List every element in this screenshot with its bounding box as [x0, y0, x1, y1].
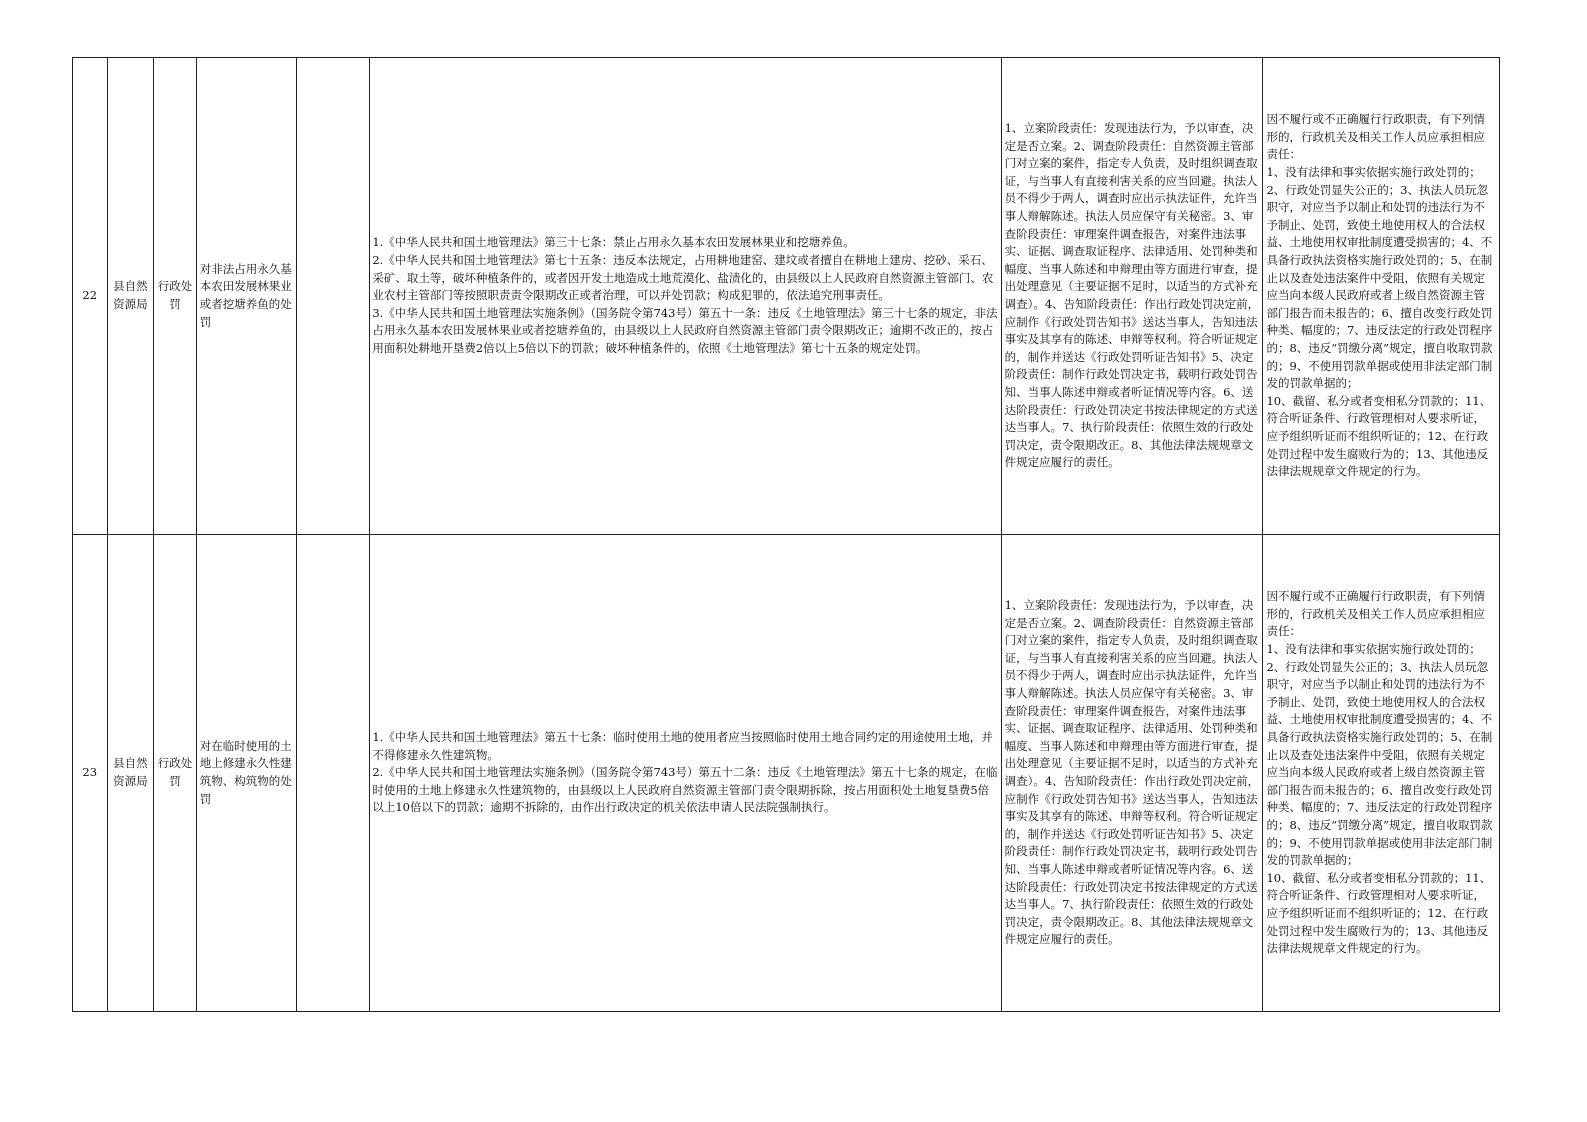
legal-basis-cell — [370, 58, 1001, 535]
responsibility-cell — [1001, 535, 1263, 1012]
table-row — [73, 58, 1500, 535]
legal-basis-text: 1.《中华人民共和国土地管理法》第五十七条：临时使用土地的使用者应当按照临时使用土地合同约定的用途使用土地，并不得修建永久性建筑物。 2.《中华人民共和国土地管理法实施条例》（国务院令第743号）第五十二条：违反《土地管理法》第五十七条的规定，在临时使用的土地上修建永久性建筑物的，由县级以上人民政府自然资源主管部门责令限期拆除，按占用面积处土地复垦费5倍以上10倍以下的罚款；逾期不拆除的，由作出行政决定的机关依法申请人民法院强制执行。 — [372, 730, 998, 815]
responsibility-text: 1、立案阶段责任：发现违法行为，予以审查，决定是否立案。2、调查阶段责任：自然资源主管部门对立案的案件，指定专人负责，及时组织调查取证，与当事人有直接利害关系的应当回避。执法人员不得少于两人，调查时应出示执法证件，允许当事人辩解陈述。执法人员应保守有关秘密。3、审查阶段责任：审理案件调查报告，对案件违法事实、证据、调查取证程序、法律适用、处罚种类和幅度、当事人陈述和申辩理由等方面进行审查，提出处理意见（主要证据不足时，以适当的方式补充调查）。4、告知阶段责任：作出行政处罚决定前，应制作《行政处罚告知书》送达当事人，告知违法事实及其享有的陈述、申辩等权利。符合听证规定的，制作并送达《行政处罚听证告知书》5、决定阶段责任：制作行政处罚决定书，载明行政处罚告知、当事人陈述申辩或者听证情况等内容。6、送达阶段责任：行政处罚决定书按法律规定的方式送达当事人。7、执行阶段责任：依照生效的行政处罚决定，责令限期改正。8、其他法律法规规章文件规定应履行的责任。 — [1004, 598, 1260, 947]
liability-cell — [1263, 535, 1500, 1012]
power-type-cell: 行政处罚 — [154, 58, 197, 535]
power-list-table — [72, 57, 1500, 1012]
power-name-cell: 对在临时使用的土地上修建永久性建筑物、构筑物的处罚 — [196, 535, 296, 1012]
row-number: 23 — [73, 535, 108, 1012]
row-number: 22 — [73, 58, 108, 535]
liability-text: 因不履行或不正确履行行政职责，有下列情形的，行政机关及相关工作人员应承担相应责任： 1、没有法律和事实依据实施行政处罚的；2、行政处罚显失公正的；3、执法人员玩忽职守，对应当予以制止和处罚的违法行为不予制止、处罚，致使土地使用权人的合法权益、土地使用权审批制度遭受损害的；4、不具备行政执法资格实施行政处罚的；5、在制止以及查处违法案件中受阻，依照有关规定应当向本级人民政府或者上级自然资源主管部门报告而未报告的；6、擅自改变行政处罚种类、幅度的；7、违反法定的行政处罚程序的；8、违反“罚缴分离”规定，擅自收取罚款的；9、不使用罚款单据或使用非法定部门制发的罚款单据的； 10、截留、私分或者变相私分罚款的；11、符合听证条件、行政管理相对人要求听证，应予组织听证而不组织听证的；12、在行政处罚过程中发生腐败行为的；13、其他违反法律法规规章文件规定的行为。 — [1266, 589, 1493, 956]
responsibility-cell — [1001, 58, 1263, 535]
legal-basis-cell — [370, 535, 1001, 1012]
department-cell: 县自然资源局 — [107, 58, 154, 535]
empty-cell — [297, 58, 370, 535]
legal-basis-text: 1.《中华人民共和国土地管理法》第三十七条：禁止占用永久基本农田发展林果业和挖塘养鱼。 2.《中华人民共和国土地管理法》第七十五条：违反本法规定，占用耕地建窑、建坟或者擅自在耕地上建房、挖砂、采石、采矿、取土等，破坏种植条件的，或者因开发土地造成土地荒漠化、盐渍化的，由县级以上人民政府自然资源主管部门、农业农村主管部门等按照职责责令限期改正或者治理，可以并处罚款；构成犯罪的，依法追究刑事责任。 3.《中华人民共和国土地管理法实施条例》（国务院令第743号）第五十一条：违反《土地管理法》第三十七条的规定，非法占用永久基本农田发展林果业或者挖塘养鱼的，由县级以上人民政府自然资源主管部门责令限期改正；逾期不改正的，按占用面积处耕地开垦费2倍以上5倍以下的罚款；破坏种植条件的，依照《土地管理法》第七十五条的规定处罚。 — [372, 235, 998, 355]
power-name-cell: 对非法占用永久基本农田发展林果业或者挖塘养鱼的处罚 — [196, 58, 296, 535]
liability-text: 因不履行或不正确履行行政职责，有下列情形的，行政机关及相关工作人员应承担相应责任： 1、没有法律和事实依据实施行政处罚的；2、行政处罚显失公正的；3、执法人员玩忽职守，对应当予以制止和处罚的违法行为不予制止、处罚，致使土地使用权人的合法权益、土地使用权审批制度遭受损害的；4、不具备行政执法资格实施行政处罚的；5、在制止以及查处违法案件中受阻，依照有关规定应当向本级人民政府或者上级自然资源主管部门报告而未报告的；6、擅自改变行政处罚种类、幅度的；7、违反法定的行政处罚程序的；8、违反“罚缴分离”规定，擅自收取罚款的；9、不使用罚款单据或使用非法定部门制发的罚款单据的； 10、截留、私分或者变相私分罚款的；11、符合听证条件、行政管理相对人要求听证，应予组织听证而不组织听证的；12、在行政处罚过程中发生腐败行为的；13、其他违反法律法规规章文件规定的行为。 — [1266, 112, 1493, 479]
responsibility-text: 1、立案阶段责任：发现违法行为，予以审查，决定是否立案。2、调查阶段责任：自然资源主管部门对立案的案件，指定专人负责，及时组织调查取证，与当事人有直接利害关系的应当回避。执法人员不得少于两人，调查时应出示执法证件，允许当事人辩解陈述。执法人员应保守有关秘密。3、审查阶段责任：审理案件调查报告，对案件违法事实、证据、调查取证程序、法律适用、处罚种类和幅度、当事人陈述和申辩理由等方面进行审查，提出处理意见（主要证据不足时，以适当的方式补充调查）。4、告知阶段责任：作出行政处罚决定前，应制作《行政处罚告知书》送达当事人，告知违法事实及其享有的陈述、申辩等权利。符合听证规定的，制作并送达《行政处罚听证告知书》5、决定阶段责任：制作行政处罚决定书，载明行政处罚告知、当事人陈述申辩或者听证情况等内容。6、送达阶段责任：行政处罚决定书按法律规定的方式送达当事人。7、执行阶段责任：依照生效的行政处罚决定，责令限期改正。8、其他法律法规规章文件规定应履行的责任。 — [1004, 121, 1260, 470]
liability-cell — [1263, 58, 1500, 535]
power-type-cell: 行政处罚 — [154, 535, 197, 1012]
empty-cell — [297, 535, 370, 1012]
department-cell: 县自然资源局 — [107, 535, 154, 1012]
table-row — [73, 535, 1500, 1012]
